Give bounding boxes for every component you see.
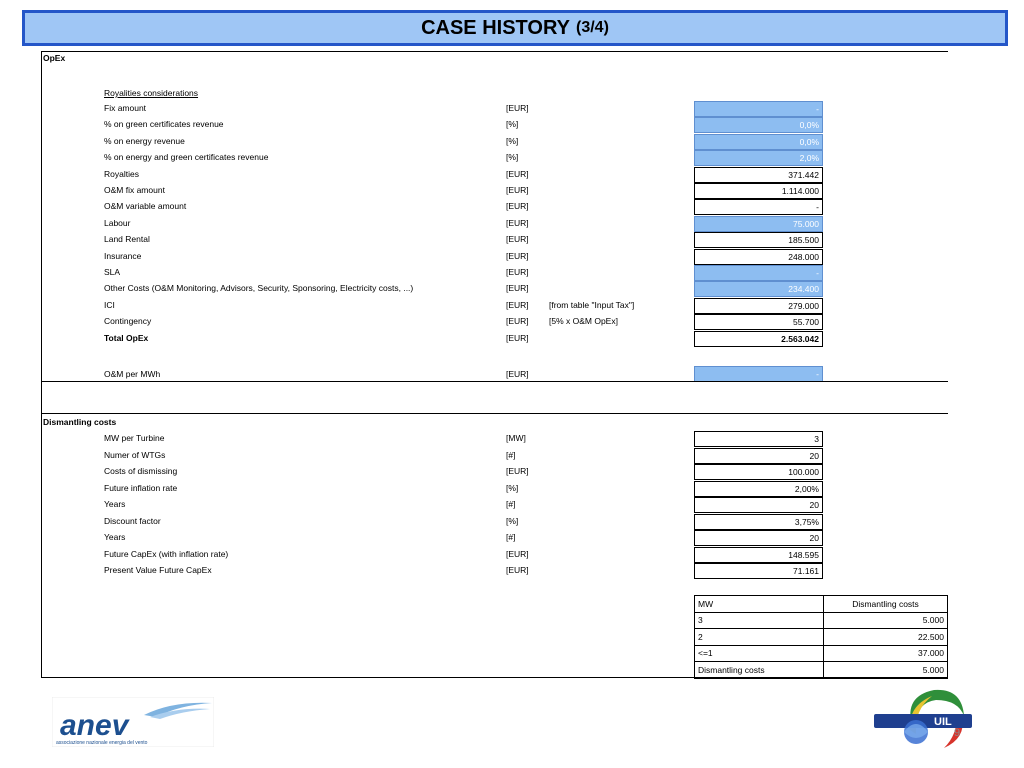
slide-title-part: (3/4) [576, 19, 609, 36]
dismantling-row-unit: [#] [506, 499, 516, 509]
table-header-dismantling-costs: Dismantling costs [824, 596, 948, 613]
subsection-label-royalities: Royalities considerations [104, 88, 199, 98]
opex-row-note: [5% x O&M OpEx] [549, 316, 618, 327]
uil-wordmark: UIL [934, 716, 952, 728]
table-row [695, 645, 948, 662]
anev-logo-graphic [52, 697, 214, 747]
table-header-mw: MW [695, 596, 824, 613]
opex-row-label: Insurance [104, 250, 142, 261]
opex-value-cell[interactable]: 0,0% [694, 117, 823, 133]
dismantling-row-unit: [EUR] [506, 548, 529, 559]
opex-row-unit: [EUR] [506, 267, 529, 277]
dismantling-value-cell: 3,75% [694, 514, 823, 530]
section-label-dismantling: Dismantling costs [43, 417, 117, 427]
uil-logo [874, 686, 974, 752]
opex-row-label: Fix amount [104, 103, 147, 113]
dismantling-row-unit: [EUR] [506, 565, 529, 575]
section-label-opex: OpEx [43, 53, 66, 63]
frame-left-border [41, 51, 42, 678]
om-per-mwh-value[interactable]: - [694, 366, 823, 382]
opex-row-label: % on energy revenue [104, 135, 185, 146]
dismantling-row-label: Future inflation rate [104, 482, 178, 493]
dismantling-value-cell: 3 [694, 431, 823, 447]
opex-row-note: [from table "Input Tax"] [549, 299, 635, 310]
dismantling-row-unit: [%] [506, 482, 519, 493]
dismantling-row-label: Costs of dismissing [104, 466, 178, 476]
opex-row-unit: [EUR] [506, 332, 529, 343]
divider-bottom [41, 677, 948, 678]
divider-dismantling-top [41, 413, 948, 414]
opex-row-unit: [EUR] [506, 316, 529, 327]
opex-row-unit: [EUR] [506, 234, 529, 245]
dismantling-row-label: Present Value Future CapEx [104, 565, 212, 575]
opex-value-cell: - [694, 199, 823, 215]
table-cell-cost: 5.000 [824, 662, 948, 679]
dismantling-row-unit: [#] [506, 532, 516, 542]
opex-row-label: O&M fix amount [104, 185, 165, 195]
opex-value-cell: 185.500 [694, 232, 823, 248]
dismantling-value-cell: 20 [694, 530, 823, 546]
opex-value-cell: 248.000 [694, 249, 823, 265]
divider-opex-bottom [41, 381, 948, 382]
dismantling-row-label: Future CapEx (with inflation rate) [104, 548, 229, 559]
opex-value-cell[interactable]: - [694, 101, 823, 117]
opex-value-cell: 1.114.000 [694, 183, 823, 199]
opex-value-cell: 2.563.042 [694, 331, 823, 347]
dismantling-row-label: Numer of WTGs [104, 449, 166, 460]
anev-logo [52, 697, 214, 747]
dismantling-row-unit: [MW] [506, 433, 526, 443]
uil-logo-graphic [874, 686, 974, 752]
opex-row-label: Total OpEx [104, 332, 149, 343]
dismantling-row-label: Years [104, 499, 126, 509]
opex-row-label: Other Costs (O&M Monitoring, Advisors, Security, Sponsoring, Electricity costs, ...) [104, 283, 414, 294]
table-row [695, 612, 948, 629]
slide-title: CASE HISTORY [421, 16, 570, 39]
opex-row-label: % on green certificates revenue [104, 119, 224, 130]
table-row [695, 629, 948, 646]
opex-value-cell[interactable]: 75.000 [694, 216, 823, 232]
table-cell-cost: 37.000 [824, 645, 948, 662]
dismantling-row-unit: [%] [506, 515, 519, 526]
dismantling-row-label: Years [104, 532, 126, 542]
opex-row-unit: [EUR] [506, 250, 529, 261]
dismantling-value-cell: 20 [694, 497, 823, 513]
anev-wordmark: anev [60, 709, 129, 742]
opex-row-unit: [EUR] [506, 217, 529, 228]
opex-row-label: Labour [104, 217, 131, 228]
opex-row-unit: [EUR] [506, 168, 529, 179]
table-row [695, 662, 948, 679]
dismantling-value-cell: 100.000 [694, 464, 823, 480]
dismantling-value-cell: 20 [694, 448, 823, 464]
opex-row-label: ICI [104, 299, 115, 310]
dismantling-row-unit: [EUR] [506, 466, 529, 476]
opex-row-label: SLA [104, 267, 121, 277]
dismantling-value-cell: 71.161 [694, 563, 823, 579]
opex-row-unit: [EUR] [506, 299, 529, 310]
opex-row-unit: [%] [506, 135, 519, 146]
dismantling-row-unit: [#] [506, 449, 516, 460]
opex-value-cell[interactable]: 234.400 [694, 281, 823, 297]
dismantling-value-cell: 148.595 [694, 547, 823, 563]
opex-row-unit: [EUR] [506, 103, 529, 113]
opex-value-cell[interactable]: - [694, 265, 823, 281]
om-per-mwh-label: O&M per MWh [104, 369, 161, 379]
dismantling-costs-table [694, 595, 948, 679]
table-cell-mw: 2 [695, 629, 824, 646]
table-header-row [695, 596, 948, 613]
opex-row-label: Royalties [104, 168, 139, 179]
om-per-mwh-unit: [EUR] [506, 369, 529, 379]
opex-value-cell: 371.442 [694, 167, 823, 183]
opex-row-label: O&M variable amount [104, 201, 187, 212]
table-cell-cost: 5.000 [824, 612, 948, 629]
table-cell-mw: <=1 [695, 645, 824, 662]
opex-row-label: Land Rental [104, 234, 150, 245]
table-cell-mw: 3 [695, 612, 824, 629]
opex-row-unit: [%] [506, 119, 519, 130]
opex-row-unit: [EUR] [506, 201, 529, 212]
opex-row-label: Contingency [104, 316, 152, 327]
divider-top [41, 51, 948, 52]
opex-row-unit: [EUR] [506, 283, 529, 294]
table-cell-cost: 22.500 [824, 629, 948, 646]
table-cell-mw: Dismantling costs [695, 662, 824, 679]
opex-value-cell[interactable]: 2,0% [694, 150, 823, 166]
anev-tagline: associazione nazionale energia del vento [56, 740, 148, 746]
dismantling-row-label: MW per Turbine [104, 433, 165, 443]
opex-value-cell: 279.000 [694, 298, 823, 314]
opex-row-unit: [EUR] [506, 185, 529, 195]
dismantling-value-cell: 2,00% [694, 481, 823, 497]
opex-value-cell[interactable]: 0,0% [694, 134, 823, 150]
page-number: 9 [954, 727, 961, 739]
opex-row-label: % on energy and green certificates revenue [104, 152, 269, 163]
opex-row-unit: [%] [506, 152, 519, 163]
opex-value-cell: 55.700 [694, 314, 823, 330]
dismantling-row-label: Discount factor [104, 515, 161, 526]
